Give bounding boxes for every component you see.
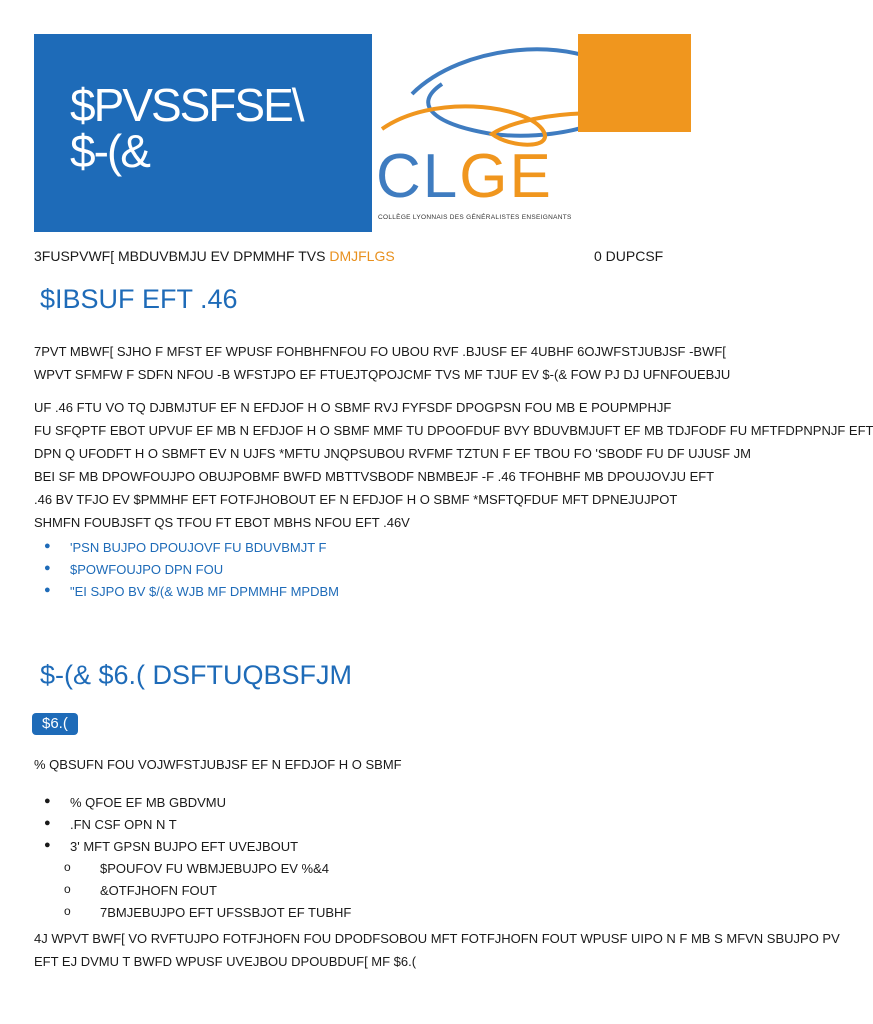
- paragraph-1-line: WPVT SFMFW F SDFN NFOU -B WFSTJPO EF FTUEJTQPOJCMF TVS MF TJUF EV $-(& FOW PJ DJ UFNFOUEBJU: [34, 367, 731, 382]
- paragraph-2-line: .46 BV TFJO EV $PMMHF EFT FOTFJHOBOUT EF N EFDJOF H O SBMF *MSFTQFDUF MFT DPNEJUJPOT: [34, 492, 678, 507]
- paragraph-2-line: SHMFN FOUBJSFT QS TFOU FT EBOT MBHS NFOU EFT .46V: [34, 515, 410, 530]
- sub-list-item: o &OTFJHOFN FOUT: [44, 883, 351, 905]
- banner-blue-panel: [34, 34, 372, 232]
- paragraph-2-line: FU SFQPTF EBOT UPVUF EF MB N EFDJOF H O SBMF MMF TU DPOOFDUF BVY BDUVBMJUFT EF MB TDJFODF FU MFTFDPNPNJF EFT: [34, 423, 873, 438]
- intro-date: 0 DUPCSF: [594, 248, 664, 264]
- paragraph-2-line: BEI SF MB DPOWFOUJPO OBUJPOBMF BWFD MBTTVSBODF NBMBEJF -F .46 TFOHBHF MB DPOUJOVJU EFT: [34, 469, 715, 484]
- closing-line: EFT EJ DVMU T BWFD WPUSF UVEJBOU DPOUBDUF[ MF $6.(: [34, 954, 417, 969]
- paragraph-2-line: UF .46 FTU VO TQ DJBMJTUF EF N EFDJOF H O SBMF RVJ FYFSDF DPOGPSN FOU MB E POUPMPHJF: [34, 400, 672, 415]
- paragraph-1: [34, 340, 731, 386]
- logo-wordmark: CLGE: [376, 142, 553, 211]
- sub-list-item: o $POUFOV FU WBMJEBUJPO EV %&4: [44, 861, 351, 883]
- section-heading-charter: $IBSUF EFT .46: [40, 284, 238, 314]
- logo-subtitle: COLLÈGE LYONNAIS DES GÉNÉRALISTES ENSEIGNANTS: [378, 214, 572, 221]
- detail-list: [44, 795, 351, 927]
- header-banner: [34, 34, 691, 232]
- paragraph-1-line: 7PVT MBWF[ SJHO F MFST EF WPUSF FOHBHFNFOU FO UBOU RVF .BJUSF EF 4UBHF 6OJWFSTJUBJSF -BWF[: [34, 344, 726, 359]
- logo-orange-square: [578, 34, 691, 132]
- list-item: ● 3' MFT GPSN BUJPO EFT UVEJBOUT: [44, 839, 351, 861]
- cumg-badge: $6.(: [32, 713, 78, 735]
- intro-text: 3FUSPVWF[ MBDUVBMJU EV DPMMHF TVS: [34, 248, 330, 264]
- banner-title: [70, 79, 303, 177]
- list-item-link[interactable]: ● $POWFOUJPO DPN FOU: [44, 562, 339, 584]
- banner-title-line-2: $-(&: [70, 125, 149, 177]
- section-heading-clge-cumg: $-(& $6.( DSFTUQBSFJM: [40, 660, 353, 690]
- list-item-link[interactable]: ● 'PSN BUJPO DPOUJOVF FU BDUVBMJT F: [44, 540, 339, 562]
- list-item: ● .FN CSF OPN N T: [44, 817, 351, 839]
- intro-link[interactable]: DMJFLGS: [329, 248, 395, 264]
- closing-line: 4J WPVT BWF[ VO RVFTUJPO FOTFJHOFN FOU DPODFSOBOU MFT FOTFJHOFN FOUT WPUSF UIPO N F MB S MFVN SBUJPO PV: [34, 931, 840, 946]
- intro-line: [34, 248, 694, 264]
- paragraph-2: [34, 396, 873, 534]
- link-list: [44, 540, 339, 606]
- paragraph-2-line: DPN Q UFODFT H O SBMFT EV N UJFS *MFTU JNQPSUBOU RVFMF TZTUN F EF TBOU FO 'SBODF FU DF UJUSF JM: [34, 446, 752, 461]
- list-item-link[interactable]: ● "EI SJPO BV $/(& WJB MF DPMMHF MPDBM: [44, 584, 339, 606]
- list-item: ● % QFOE EF MB GBDVMU: [44, 795, 351, 817]
- clge-logo: [372, 34, 691, 232]
- banner-title-line-1: $PVSSFSE\: [70, 79, 303, 131]
- sub-list-item: o 7BMJEBUJPO EFT UFSSBJOT EF TUBHF: [44, 905, 351, 927]
- closing-paragraph: [34, 927, 840, 973]
- department-subtitle: % QBSUFN FOU VOJWFSTJUBJSF EF N EFDJOF H O SBMF: [34, 757, 402, 772]
